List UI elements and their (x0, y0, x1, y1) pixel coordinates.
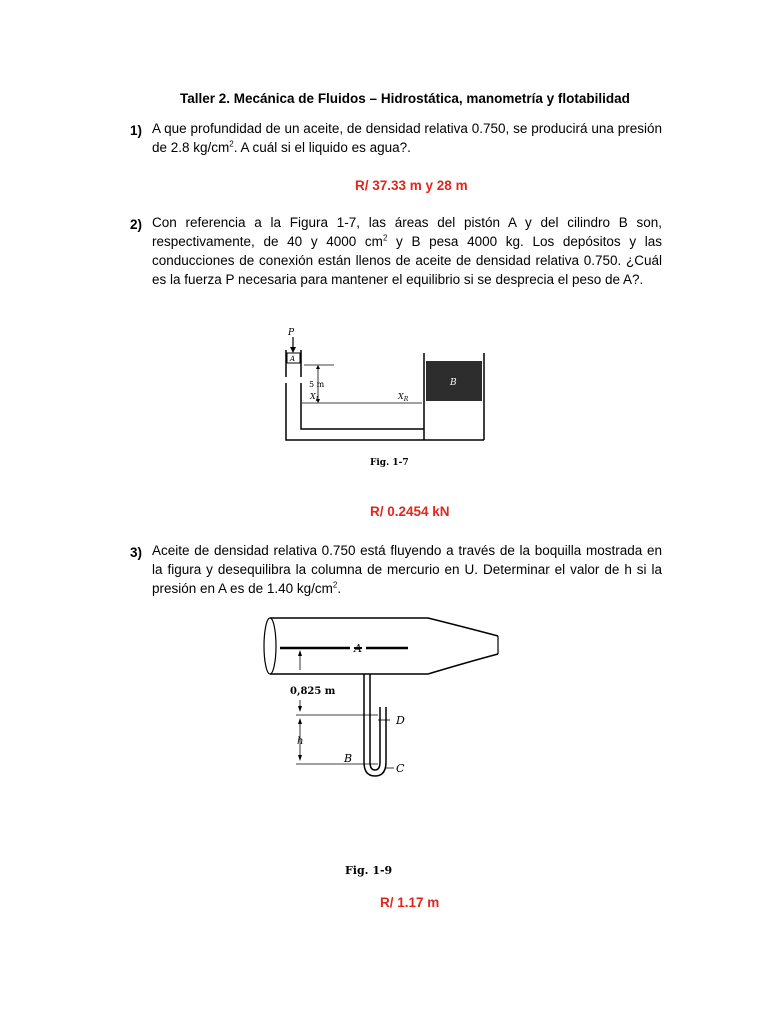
question-1-answer: R/ 37.33 m y 28 m (355, 178, 468, 193)
page-title: Taller 2. Mecánica de Fluidos – Hidrostática, manometría y flotabilidad (180, 91, 630, 106)
question-3-text: Aceite de densidad relativa 0.750 está fluyendo a través de la boquilla mostrada en la figura y desequilibra la columna de mercurio en U. Determinar el valor de h si la presión en A es de 1.40 $kg/cm^2$. (152, 543, 662, 596)
svg-text:XL: $X_L$ (310, 392, 320, 403)
question-1-text: A que profundidad de un aceite, de densidad relativa 0.750, se producirá una presión de 2.8 $kg/cm^2$. A cuál si el liquido es agua?. (152, 121, 662, 155)
fig19-label-b: B (344, 752, 353, 765)
figure-1-7-caption: Fig. 1-7 (370, 458, 409, 468)
figure-1-7 (274, 325, 494, 475)
question-2-number: 2) (130, 217, 143, 232)
svg-text:XR: $X_R$ (398, 392, 409, 403)
fig17-label-b: B (450, 378, 457, 388)
question-3-number: 3) (130, 545, 143, 560)
question-1-number: 1) (130, 123, 143, 138)
fig19-label-c: C (396, 762, 405, 775)
fig17-label-height: 5 m (309, 380, 325, 389)
figure-1-9 (258, 612, 518, 782)
question-2-answer: R/ 0.2454 kN (370, 504, 450, 519)
question-3-answer: R/ 1.17 m (380, 895, 440, 910)
fig19-label-d: D (396, 714, 405, 727)
fig19-label-a: A (354, 642, 362, 655)
fig19-label-h: h (297, 736, 304, 747)
fig17-label-p: P (288, 328, 295, 338)
fig17-label-a: A (290, 355, 296, 363)
figure-1-9-caption: Fig. 1-9 (345, 864, 393, 877)
question-2-text: Con referencia a la Figura 1-7, las áreas del pistón A y del cilindro B son, respectivamente, de 40 y 4000 $cm^2$ y B pesa 4000 kg. Los depósitos y las conducciones de conexión están llenos de aceite de densidad relativa 0.750. ¿Cuál es la fuerza P necesaria para mantener el equilibrio si se desprecia el peso de A?. (152, 215, 662, 287)
fig19-label-dist: 0,825 m (290, 686, 336, 697)
